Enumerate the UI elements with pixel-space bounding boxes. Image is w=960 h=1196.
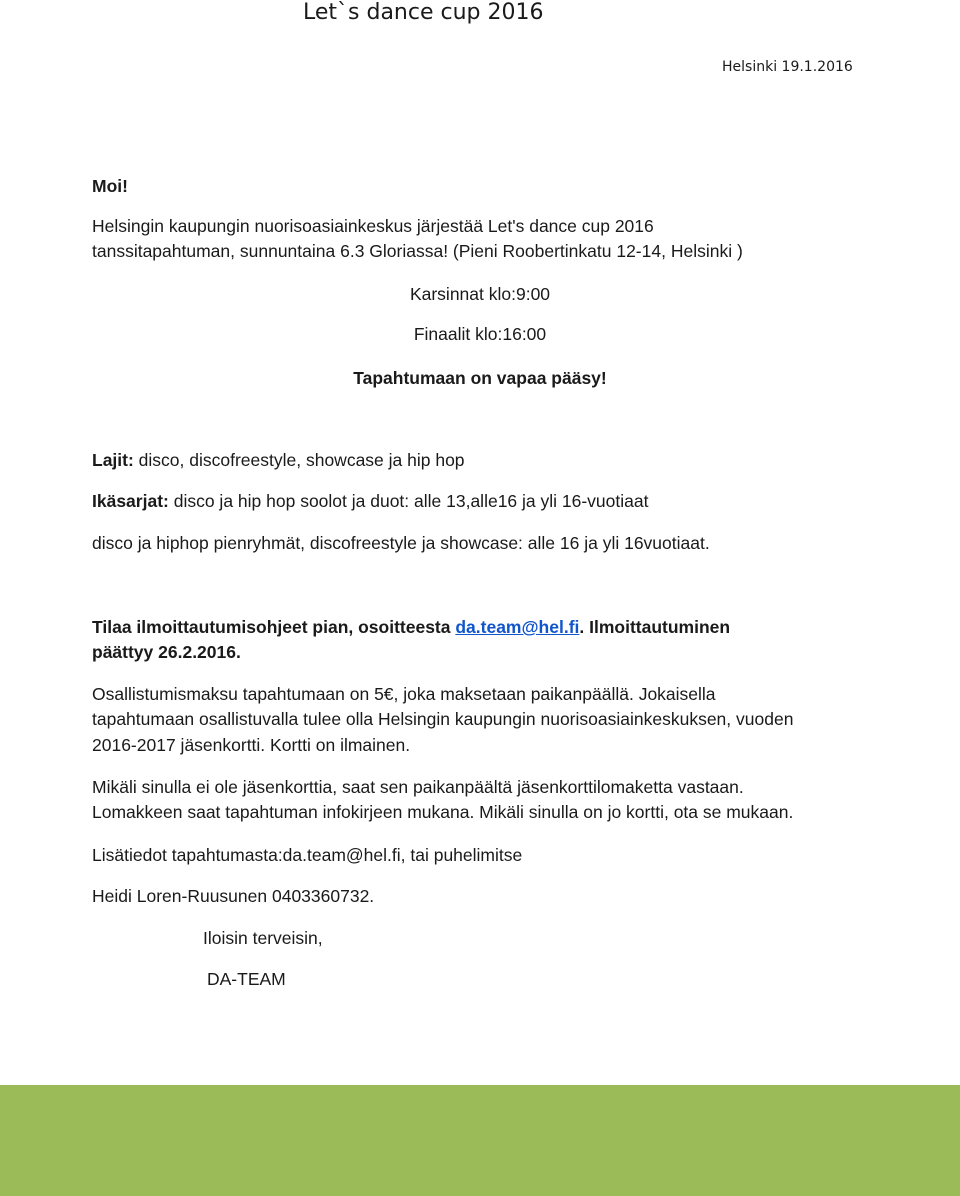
qualifiers-time: Karsinnat klo:9:00 bbox=[409, 284, 551, 304]
contact-line-2: Heidi Loren-Ruusunen 0403360732. bbox=[92, 886, 375, 906]
categories-label: Lajit: bbox=[92, 450, 134, 470]
contact-line-1: Lisätiedot tapahtumasta:da.team@hel.fi, tai puhelimitse bbox=[92, 845, 523, 865]
email-link[interactable]: da.team@hel.fi bbox=[455, 617, 580, 637]
categories-value: disco, discofreestyle, showcase ja hip hop bbox=[133, 450, 465, 470]
membership-line-1: Mikäli sinulla ei ole jäsenkorttia, saat sen paikanpäältä jäsenkorttilomaketta vastaan. bbox=[92, 777, 744, 797]
fee-line-3: 2016-2017 jäsenkortti. Kortti on ilmainen. bbox=[92, 735, 411, 755]
footer-green-bar bbox=[0, 1085, 960, 1196]
group-categories-line: disco ja hiphop pienryhmät, discofreestyle ja showcase: alle 16 ja yli 16vuotiaat. bbox=[92, 533, 710, 553]
greeting: Moi! bbox=[92, 176, 128, 196]
intro-line-1: Helsingin kaupungin nuorisoasiainkeskus järjestää Let's dance cup 2016 bbox=[92, 216, 654, 236]
fee-line-2: tapahtumaan osallistuvalla tulee olla Helsingin kaupungin nuorisoasiainkeskuksen, vuoden bbox=[92, 709, 794, 729]
categories-line bbox=[92, 448, 465, 473]
registration-prefix: Tilaa ilmoittautumisohjeet pian, osoitteesta bbox=[92, 617, 456, 637]
finals-time: Finaalit klo:16:00 bbox=[413, 324, 547, 344]
document-title: Let`s dance cup 2016 bbox=[303, 0, 544, 25]
intro-line-2: tanssitapahtuman, sunnuntaina 6.3 Gloriassa! (Pieni Roobertinkatu 12-14, Helsinki ) bbox=[92, 241, 743, 261]
signature: DA-TEAM bbox=[207, 969, 286, 989]
membership-line-2: Lomakkeen saat tapahtuman infokirjeen mukana. Mikäli sinulla on jo kortti, ota se mukaan. bbox=[92, 802, 794, 822]
age-groups-value: disco ja hip hop soolot ja duot: alle 13,alle16 ja yli 16-vuotiaat bbox=[168, 491, 649, 511]
place-date: Helsinki 19.1.2016 bbox=[722, 59, 853, 75]
free-entry-notice: Tapahtumaan on vapaa pääsy! bbox=[353, 368, 607, 388]
registration-line-1 bbox=[92, 615, 730, 640]
registration-deadline: päättyy 26.2.2016. bbox=[92, 642, 241, 662]
age-groups-label: Ikäsarjat: bbox=[92, 491, 169, 511]
age-groups-line bbox=[92, 489, 648, 514]
registration-suffix: . Ilmoittautuminen bbox=[579, 617, 731, 637]
closing-regards: Iloisin terveisin, bbox=[203, 928, 323, 948]
fee-line-1: Osallistumismaksu tapahtumaan on 5€, joka maksetaan paikanpäällä. Jokaisella bbox=[92, 684, 716, 704]
